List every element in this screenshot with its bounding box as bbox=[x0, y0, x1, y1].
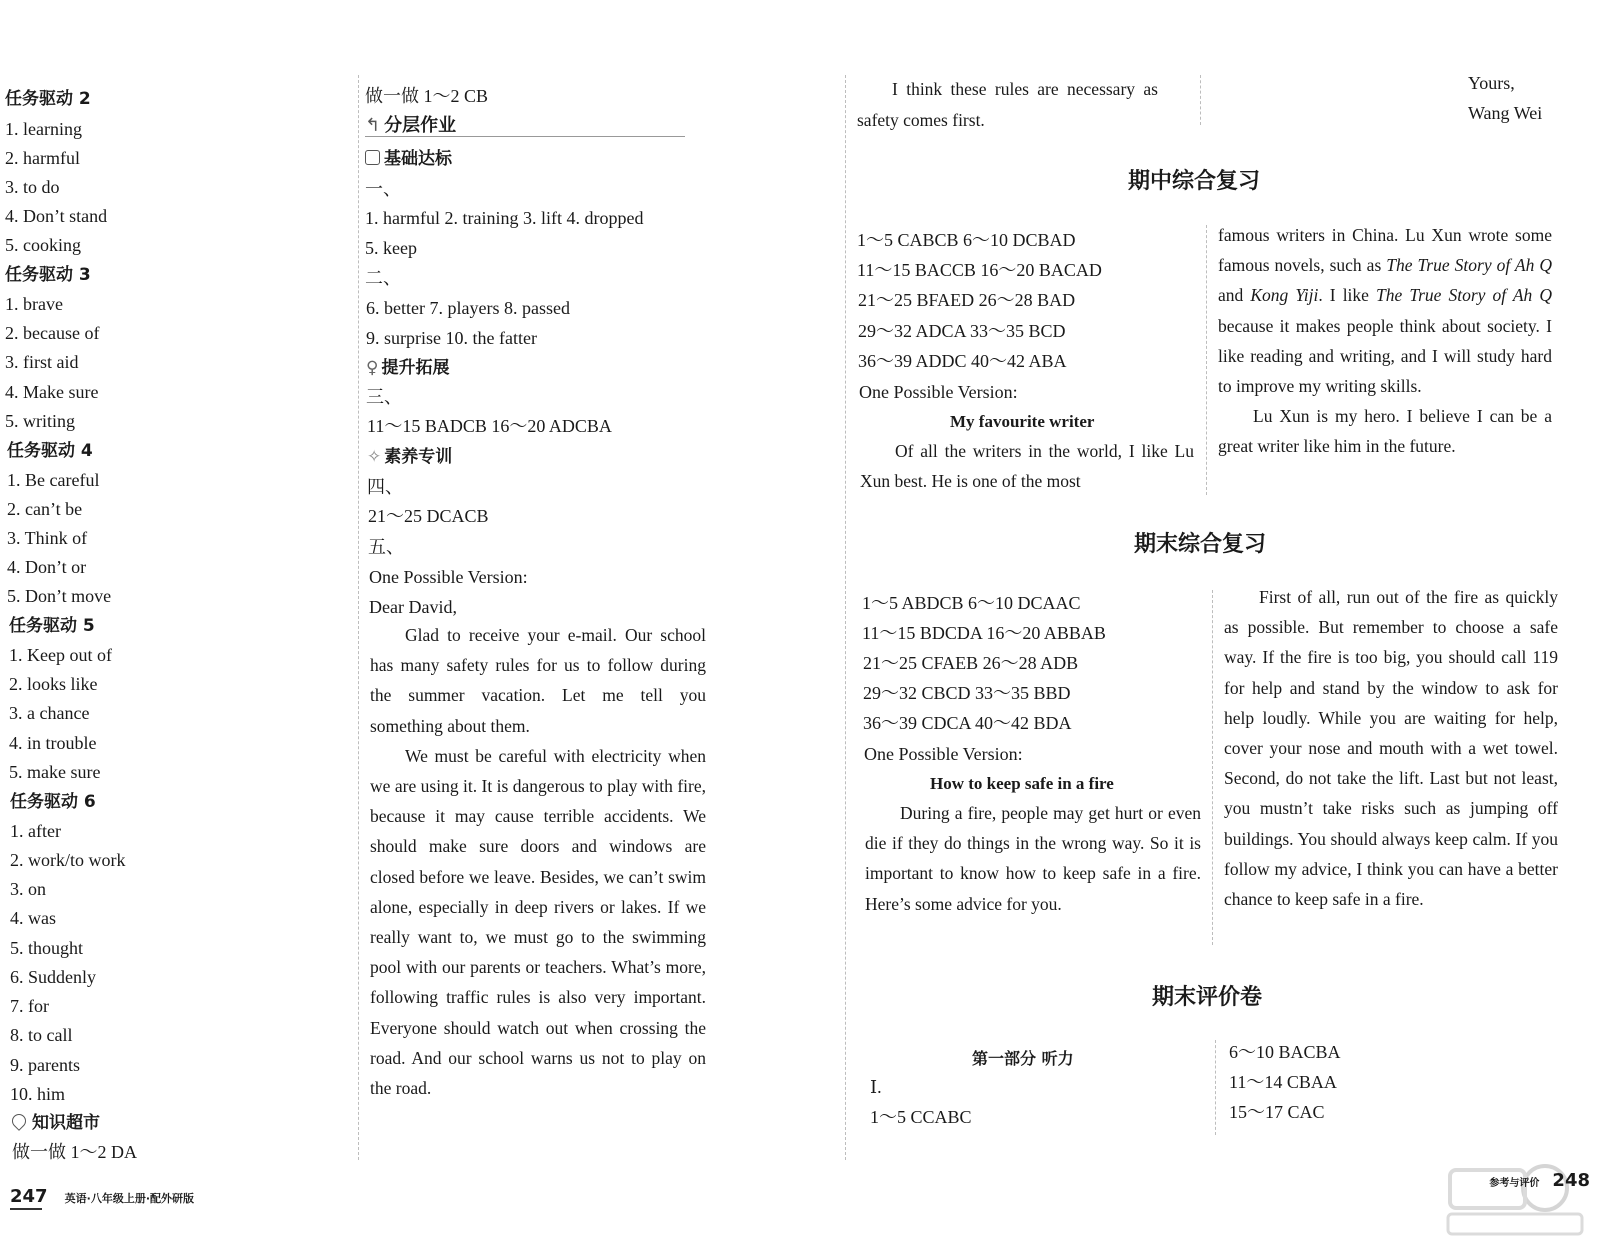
column-divider bbox=[845, 75, 846, 1160]
knowledge-heading bbox=[12, 1112, 100, 1134]
essay-paragraph bbox=[1218, 220, 1552, 401]
essay-text: and bbox=[1218, 285, 1251, 306]
essay-paragraph: First of all, run out of the fire as quickly as possible. But remember to choose a safe way. If the fire is too big, you should call 119 for help and stand by the window to ask for help loudly. While you are waiting for help, cover your nose and mouth with a wet towel. Second, do not take the lift. Last but not least, you mustn’t take risks such as jumping off buildings. You should always keep calm. If you follow my advice, I think you can have a better chance to keep safe in a fire. bbox=[1224, 587, 1558, 910]
essay-title: My favourite writer bbox=[950, 412, 1095, 431]
essay-text: famous writers in China. Lu Xun wrote some famous novels, such as bbox=[1218, 225, 1552, 276]
version-label: One Possible Version: bbox=[864, 744, 1023, 764]
answer-item: 21～25 DCACB bbox=[368, 506, 489, 526]
section-heading: 任务驱动 6 bbox=[10, 792, 96, 812]
answer-item: 3. on bbox=[10, 879, 46, 899]
heading-rule bbox=[365, 136, 685, 137]
essay-body-continued bbox=[1218, 220, 1552, 462]
answer-item: 7. for bbox=[10, 996, 49, 1016]
section-heading: 任务驱动 5 bbox=[9, 616, 95, 636]
answer-item: 4. Don’t or bbox=[7, 557, 87, 577]
page-number: 247 bbox=[10, 1186, 48, 1207]
letter-paragraph: Glad to receive your e-mail. Our school has many safety rules for us to follow during the summer vacation. Let me tell you something about them. bbox=[370, 625, 706, 736]
answer-item: 1. Keep out of bbox=[9, 645, 112, 665]
column-divider bbox=[1200, 75, 1201, 125]
answer-item: 21～25 CFAEB 26～28 ADB bbox=[863, 653, 1079, 673]
answer-item: 4. Make sure bbox=[5, 382, 99, 402]
essay-paragraph: During a fire, people may get hurt or even die if they do things in the wrong way. So it is important to know how to keep safe in a fire. Here’s some advice for you. bbox=[865, 803, 1201, 914]
final-review-title: 期末综合复习 bbox=[1134, 532, 1267, 557]
answer-item: 1. Be careful bbox=[7, 470, 100, 490]
lock-icon bbox=[365, 150, 380, 165]
extend-label: 提升拓展 bbox=[381, 358, 450, 378]
literacy-heading bbox=[367, 446, 452, 468]
answer-item: 1～5 ABDCB 6～10 DCAAC bbox=[862, 593, 1081, 613]
literacy-label: 素养专训 bbox=[384, 447, 453, 467]
basic-label: 基础达标 bbox=[384, 149, 452, 169]
answer-item: 29～32 ADCA 33～35 BCD bbox=[858, 321, 1066, 341]
answer-item: 11～14 CBAA bbox=[1229, 1072, 1337, 1092]
section-number: Ⅰ. bbox=[870, 1077, 882, 1097]
column-divider bbox=[1206, 225, 1207, 495]
section-heading: 任务驱动 4 bbox=[7, 441, 93, 461]
basic-heading bbox=[365, 148, 452, 170]
answer-item: 5. writing bbox=[5, 411, 75, 431]
book-title: The True Story of Ah Q bbox=[1376, 285, 1552, 306]
watermark-logo bbox=[1440, 1150, 1590, 1240]
answer-item: 9. parents bbox=[10, 1055, 80, 1075]
answer-item: 2. looks like bbox=[9, 674, 98, 694]
footer-left bbox=[10, 1186, 194, 1207]
letter-closing: Yours, bbox=[1468, 73, 1515, 93]
version-label: One Possible Version: bbox=[369, 567, 528, 587]
midterm-title: 期中综合复习 bbox=[1128, 169, 1261, 194]
answer-item: 4. Don’t stand bbox=[5, 206, 108, 226]
column-divider bbox=[358, 75, 359, 1160]
answer-item: 3. first aid bbox=[5, 352, 79, 372]
section-footer: 参考与评价 bbox=[1489, 1178, 1540, 1189]
layered-label: 分层作业 bbox=[384, 115, 457, 136]
answer-item: 6. Suddenly bbox=[10, 967, 97, 987]
answer-item: 1. after bbox=[10, 821, 61, 841]
answer-item: 1. harmful 2. training 3. lift 4. dropped bbox=[365, 208, 644, 228]
answer-item: 21～25 BFAED 26～28 BAD bbox=[858, 290, 1076, 310]
letter-body bbox=[370, 620, 706, 1103]
answer-item: 11～15 BDCDA 16～20 ABBAB bbox=[862, 623, 1106, 643]
letter-text: safety comes first. bbox=[857, 110, 985, 130]
column-divider bbox=[1212, 590, 1213, 945]
essay-body-continued bbox=[1224, 582, 1558, 914]
section-number: 三、 bbox=[366, 387, 402, 407]
answer-item: 1. brave bbox=[5, 294, 63, 314]
answer-item: 1～5 CCABC bbox=[870, 1107, 972, 1127]
answer-item: 4. in trouble bbox=[9, 733, 97, 753]
answer-item: 36～39 CDCA 40～42 BDA bbox=[863, 713, 1072, 733]
answer-item: 3. Think of bbox=[7, 528, 88, 548]
book-title: The True Story of Ah Q bbox=[1386, 255, 1552, 276]
sparkle-icon: ✧ bbox=[367, 447, 382, 467]
knowledge-label: 知识超市 bbox=[32, 1113, 100, 1133]
answer-item: 5. thought bbox=[10, 938, 84, 958]
letter-text: I think these rules are necessary as bbox=[892, 79, 1158, 99]
answer-item: 5. Don’t move bbox=[7, 586, 112, 606]
essay-text: because it makes people think about society. I like reading and writing, and I will study hard to improve my writing skills. bbox=[1218, 315, 1552, 397]
answer-item: 3. to do bbox=[5, 177, 60, 197]
section-number: 四、 bbox=[367, 477, 403, 497]
letter-paragraph: We must be careful with electricity when we are using it. It is dangerous to play with fire, because it may cause terrible accidents. We should make sure doors and windows are closed before we leave. Besides, we can’t swim alone, especially in deep rivers or lakes. If we really want to, we must go to the swimming pool with our parents or teachers. What’s more, following traffic rules is also very important. Everyone should watch out when crossing the road. And our school warns us not to play on the road. bbox=[370, 745, 706, 1099]
version-label: One Possible Version: bbox=[859, 382, 1018, 402]
answer-item: 2. work/to work bbox=[10, 850, 126, 870]
letter-signature: Wang Wei bbox=[1468, 103, 1543, 123]
answer-item: 做一做 1～2 DA bbox=[12, 1142, 137, 1162]
essay-paragraph: Of all the writers in the world, I like Lu Xun best. He is one of the most bbox=[860, 441, 1194, 492]
section-heading: 任务驱动 3 bbox=[5, 265, 91, 285]
final-exam-title: 期末评价卷 bbox=[1152, 985, 1263, 1010]
answer-item: 1～5 CABCB 6～10 DCBAD bbox=[857, 230, 1076, 250]
answer-item: 3. a chance bbox=[9, 703, 90, 723]
extend-heading bbox=[366, 357, 449, 379]
section-heading: 任务驱动 2 bbox=[5, 89, 91, 109]
page-number-underline bbox=[10, 1208, 42, 1210]
answer-item: 11～15 BACCB 16～20 BACAD bbox=[857, 260, 1102, 280]
answer-item: 10. him bbox=[10, 1084, 66, 1104]
answer-item: 29～32 CBCD 33～35 BBD bbox=[863, 683, 1071, 703]
essay-body bbox=[860, 436, 1194, 496]
answer-item: 36～39 ADDC 40～42 ABA bbox=[858, 351, 1067, 371]
layered-heading bbox=[365, 115, 456, 137]
answer-item: 5. make sure bbox=[9, 762, 101, 782]
letter-greeting: Dear David, bbox=[369, 597, 457, 617]
essay-text: . I like bbox=[1318, 285, 1376, 306]
answer-item: 2. harmful bbox=[5, 148, 80, 168]
page-number: 248 bbox=[1552, 1170, 1590, 1191]
arrow-icon: ↰ bbox=[365, 115, 381, 136]
answer-item: 5. cooking bbox=[5, 235, 81, 255]
essay-paragraph: Lu Xun is my hero. I believe I can be a great writer like him in the future. bbox=[1218, 406, 1552, 457]
answer-item: 11～15 BADCB 16～20 ADCBA bbox=[367, 416, 612, 436]
answer-item: 9. surprise 10. the fatter bbox=[366, 328, 537, 348]
footer-right bbox=[1477, 1170, 1590, 1191]
essay-body bbox=[865, 798, 1201, 919]
answer-item: 15～17 CAC bbox=[1229, 1102, 1325, 1122]
answer-item: 4. was bbox=[10, 908, 56, 928]
essay-title: How to keep safe in a fire bbox=[930, 774, 1114, 793]
answer-item: 6～10 BACBA bbox=[1229, 1042, 1341, 1062]
section-number: 五、 bbox=[368, 537, 404, 557]
section-number: 一、 bbox=[365, 179, 401, 199]
column-divider bbox=[1215, 1040, 1216, 1135]
part-heading: 第一部分 听力 bbox=[972, 1049, 1074, 1068]
answer-item: 1. learning bbox=[5, 119, 82, 139]
answer-item: 8. to call bbox=[10, 1025, 73, 1045]
answer-item: 2. because of bbox=[5, 323, 100, 343]
answer-item: 2. can’t be bbox=[7, 499, 83, 519]
lightbulb-icon: ♀ bbox=[366, 358, 379, 378]
location-pin-icon bbox=[9, 1111, 29, 1131]
section-number: 二、 bbox=[365, 268, 401, 288]
answer-item: 5. keep bbox=[365, 238, 417, 258]
book-title-footer: 英语·八年级上册·配外研版 bbox=[64, 1192, 195, 1205]
answer-item: 做一做 1～2 CB bbox=[365, 86, 489, 106]
book-title: Kong Yiji bbox=[1250, 285, 1319, 306]
answer-item: 6. better 7. players 8. passed bbox=[366, 298, 570, 318]
